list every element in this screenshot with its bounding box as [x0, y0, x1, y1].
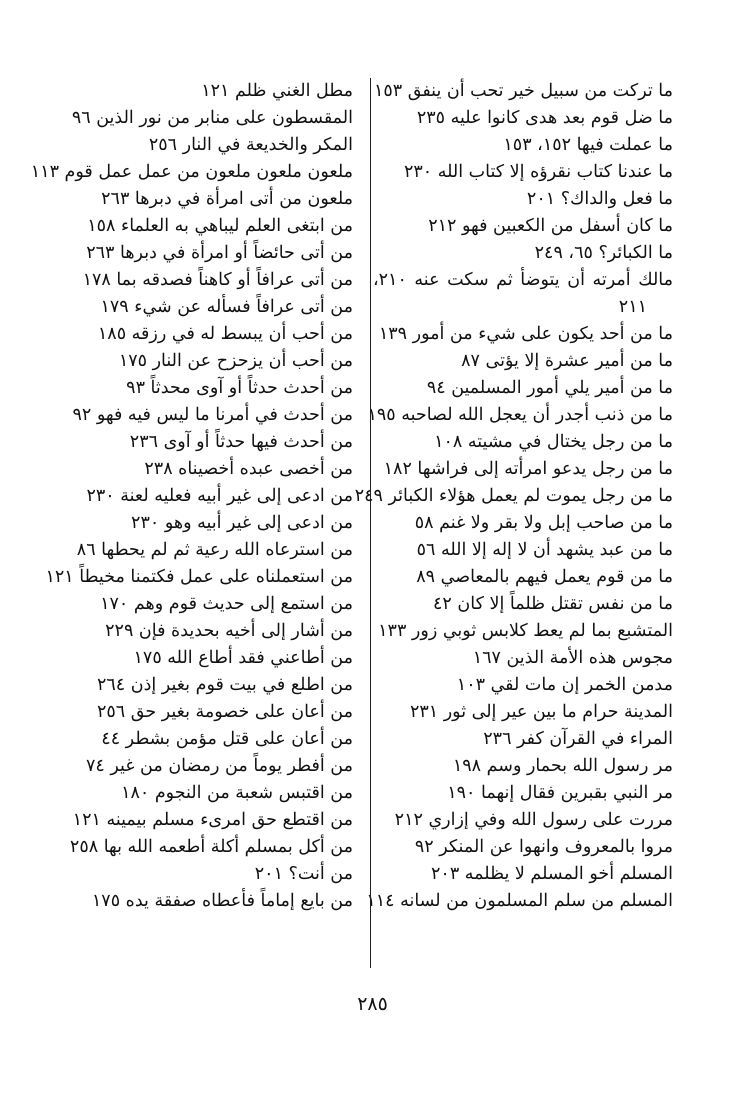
index-entry: من أحب أن يزحزح عن النار ١٧٥: [118, 351, 353, 371]
index-entry: من أحدث حدثاً أو آوى محدثاً ٩٣: [126, 378, 353, 398]
index-entry: ما عملت فيها ١٥٢، ١٥٣: [503, 135, 673, 155]
index-entry: مطل الغني ظلم ١٢١: [201, 81, 353, 101]
index-entry: ما عندنا كتاب نقرؤه إلا كتاب الله ٢٣٠: [403, 162, 673, 182]
index-entry: من ادعى إلى غير أبيه وهو ٢٣٠: [131, 513, 353, 533]
index-entry: من أتى حائضاً أو امرأة في دبرها ٢٦٣: [86, 243, 353, 263]
index-entry: ما من رجل يدعو امرأته إلى فراشها ١٨٢: [383, 459, 673, 479]
index-entry: من استرعاه الله رعية ثم لم يحطها ٨٦: [76, 540, 353, 560]
page-number: ٢٨٥: [357, 993, 388, 1015]
index-entry: المسلم من سلم المسلمون من لسانه ١١٤: [366, 891, 673, 911]
index-entry: مر النبي بقبرين فقال إنهما ١٩٠: [447, 783, 673, 803]
index-entry: مررت على رسول الله وفي إزاري ٢١٢: [394, 810, 673, 830]
index-entry: من أحدث فيها حدثاً أو آوى ٢٣٦: [129, 432, 353, 452]
index-entry: من أحب أن يبسط له في رزقه ١٨٥: [97, 324, 353, 344]
index-column-right: [354, 78, 673, 915]
index-entry: من اقتبس شعبة من النجوم ١٨٠: [121, 783, 353, 803]
index-entry-continuation: ٢١١: [618, 297, 647, 317]
index-entry: ما من صاحب إبل ولا بقر ولا غنم ٥٨: [414, 513, 673, 533]
index-entry: من أتى عرافاً أو كاهناً فصدقه بما ١٧٨: [82, 270, 353, 290]
index-entry: ما تركت من سبيل خير تحب أن ينفق ١٥٣: [373, 81, 673, 101]
index-entry: مر رسول الله بحمار وسم ١٩٨: [452, 756, 673, 776]
index-entry: من بايع إماماً فأعطاه صفقة يده ١٧٥: [91, 891, 353, 911]
index-entry: من استمع إلى حديث قوم وهم ١٧٠: [100, 594, 353, 614]
index-entry: مروا بالمعروف وانهوا عن المنكر ٩٢: [414, 837, 673, 857]
index-entry: ما من أمير عشرة إلا يؤتى ٨٧: [461, 351, 673, 371]
index-entry: من أنت؟ ٢٠١: [254, 864, 353, 884]
index-entry: المدينة حرام ما بين عير إلى ثور ٢٣١: [409, 702, 673, 722]
index-entry: ما من نفس تقتل ظلماً إلا كان ٤٢: [433, 594, 673, 614]
index-entry: من أخصى عبده أخصيناه ٢٣٨: [144, 459, 353, 479]
index-column-left: [23, 78, 353, 915]
index-entry: ما فعل والداك؟ ٢٠١: [526, 189, 673, 209]
index-entry: ما من قوم يعمل فيهم بالمعاصي ٨٩: [416, 567, 673, 587]
index-entry: ما ضل قوم بعد هدى كانوا عليه ٢٣٥: [416, 108, 673, 128]
index-entry: من اقتطع حق امرىء مسلم بيمينه ١٢١: [72, 810, 353, 830]
index-entry: ما الكبائر؟ ٦٥، ٢٤٩: [534, 243, 673, 263]
index-entry: ما من عبد يشهد أن لا إله إلا الله ٥٦: [416, 540, 673, 560]
index-entry: ما من رجل يموت لم يعمل هؤلاء الكبائر ٢٤٩: [354, 486, 673, 506]
index-entry: ما من أحد يكون على شيء من أمور ١٣٩: [378, 324, 673, 344]
index-entry: من ادعى إلى غير أبيه فعليه لعنة ٢٣٠: [86, 486, 353, 506]
index-entry: من أفطر يوماً من رمضان من غير ٧٤: [86, 756, 353, 776]
index-entry: ملعون ملعون ملعون من عمل عمل قوم ١١٣: [30, 162, 353, 182]
index-entry: من ابتغى العلم ليباهي به العلماء ١٥٨: [87, 216, 353, 236]
index-entry: المراء في القرآن كفر ٢٣٦: [483, 729, 673, 749]
index-entry: من استعملناه على عمل فكتمنا مخيطاً ١٢١: [45, 567, 353, 587]
column-divider: [370, 78, 371, 968]
index-entry: من اطلع في بيت قوم بغير إذن ٢٦٤: [96, 675, 353, 695]
index-entry: المسلم أخو المسلم لا يظلمه ٢٠٣: [431, 864, 673, 884]
index-entry: ملعون من أتى امرأة في دبرها ٢٦٣: [101, 189, 353, 209]
index-entry: من أحدث في أمرنا ما ليس فيه فهو ٩٢: [72, 405, 353, 425]
index-entry: ما كان أسفل من الكعبين فهو ٢١٢: [428, 216, 673, 236]
index-entry: مجوس هذه الأمة الذين ١٦٧: [472, 648, 673, 668]
index-entry: ما من ذنب أجدر أن يعجل الله لصاحبه ١٩٥: [367, 405, 673, 425]
index-entry: ما من أمير يلي أمور المسلمين ٩٤: [426, 378, 673, 398]
index-entry: من أشار إلى أخيه بحديدة فإن ٢٢٩: [105, 621, 353, 641]
index-entry: ما من رجل يختال في مشيته ١٠٨: [434, 432, 673, 452]
index-entry: من أعان على خصومة بغير حق ٢٥٦: [96, 702, 353, 722]
index-entry: من أكل بمسلم أكلة أطعمه الله بها ٢٥٨: [69, 837, 353, 857]
index-entry: المكر والخديعة في النار ٢٥٦: [148, 135, 353, 155]
index-entry: المتشبع بما لم يعط كلابس ثوبي زور ١٣٣: [378, 621, 673, 641]
index-entry: من أطاعني فقد أطاع الله ١٧٥: [133, 648, 353, 668]
index-entry: من أتى عرافاً فسأله عن شيء ١٧٩: [100, 297, 353, 317]
index-entry: من أعان على قتل مؤمن بشطر ٤٤: [101, 729, 353, 749]
index-entry: مالك أمرته أن يتوضأ ثم سكت عنه ٢١٠،: [373, 270, 673, 290]
index-entry: المقسطون على منابر من نور الذين ٩٦: [71, 108, 353, 128]
index-entry: مدمن الخمر إن مات لقي ١٠٣: [456, 675, 673, 695]
